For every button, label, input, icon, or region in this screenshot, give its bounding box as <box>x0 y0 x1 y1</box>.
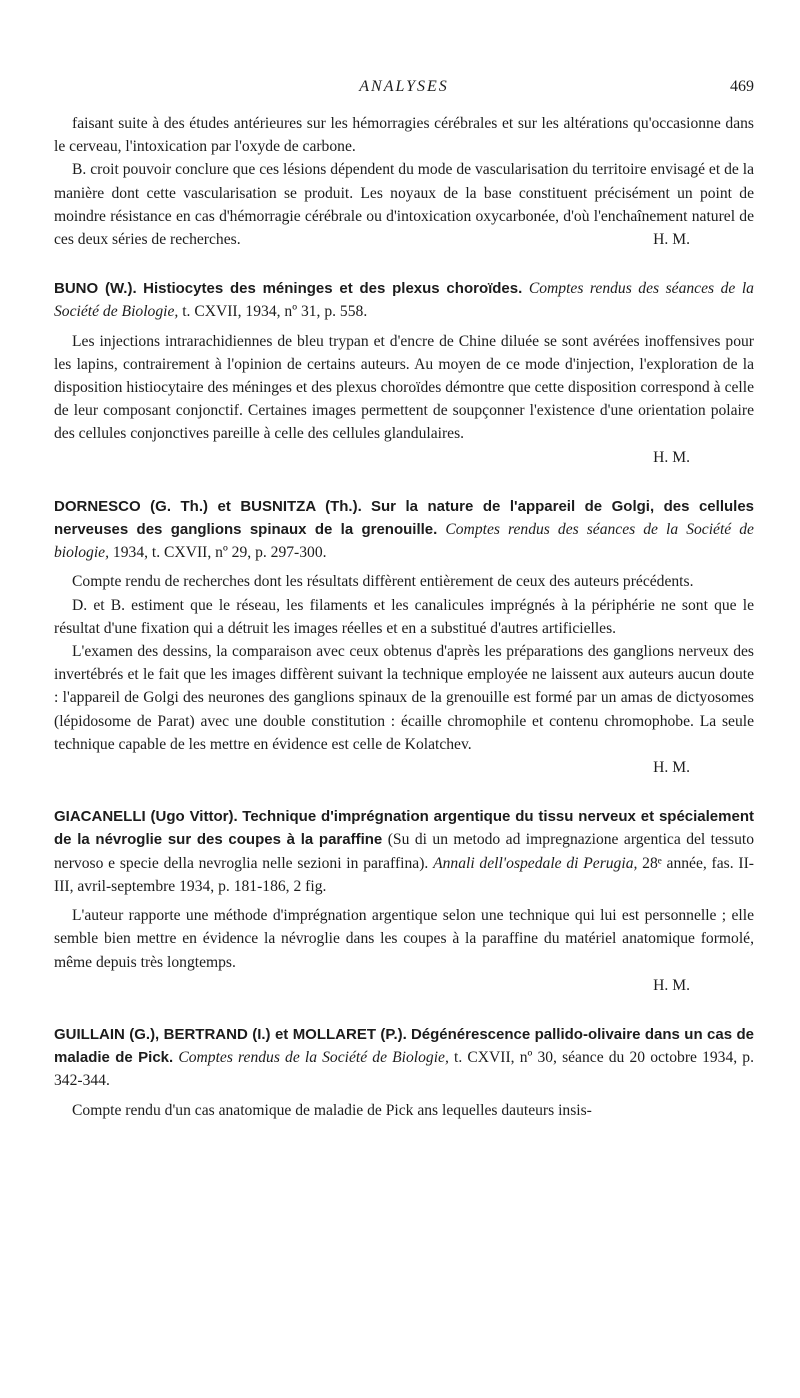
entry-ref-detail: 28ᵉ année, fas. II-III, avril-septembre 1934, p. 181-186, 2 fig. <box>54 854 754 895</box>
content <box>54 112 754 1122</box>
entry-heading <box>54 1023 754 1093</box>
entry-paragraph: Compte rendu de recherches dont les résultats diffèrent entièrement de ceux des auteurs précédents. <box>72 573 694 591</box>
running-title: ANALYSES <box>359 78 449 95</box>
signature: H. M. <box>653 976 690 994</box>
entry-source: Comptes rendus des séances de la Société de biologie, <box>54 521 754 562</box>
signature: H. M. <box>653 448 690 466</box>
abstract-entry <box>54 495 754 779</box>
page-number: 469 <box>730 78 754 95</box>
entry-paragraph: D. et B. estiment que le réseau, les filaments et les canalicules imprégnés à la périphérie ne sont que le résultat d'une fixation qui a détruit les images réelles et en a substitué d'autres artificielles. <box>54 596 754 637</box>
entry-source: Annali dell'ospedale di Perugia, <box>433 854 638 872</box>
entry-ref: t. CXVII, nº 30, séance du 20 octobre 1934, p. 342-344. <box>54 1049 754 1090</box>
entry-ref: (Su di un metodo ad impregnazione argentica del tessuto nervoso e specie della nevroglia nelle sezioni in paraffina). <box>54 831 755 872</box>
entry-title: Dégénérescence pallido-olivaire dans un cas de maladie de Pick. <box>54 1025 754 1067</box>
entry-title: Technique d'imprégnation argentique du tissu nerveux et spécialement de la névroglie sur des coupes à la paraffine <box>54 808 754 849</box>
entry-paragraph: L'examen des dessins, la comparaison avec ceux obtenus d'après les préparations des ganglions nerveux des invertébrés et le fait que les images diffèrent suivant la technique employée ne laissent aux auteurs aucun doute : l'appareil de Golgi des neurones des ganglions spinaux de la grenouille est formé par un amas de dictyosomes (lépidosome de Parat) avec une double constitution : écaille chromophile et contenu chromophobe. La seule technique capable de les mettre en évidence est celle de Kolatchev. <box>54 643 754 753</box>
running-head <box>54 78 754 102</box>
entry-paragraph: L'auteur rapporte une méthode d'imprégnation argentique selon une technique qui lui est personnelle ; elle semble bien mettre en évidence la névroglie dans les coupes à la paraffine du matériel anatomique formolé, même depuis très longtemps. <box>54 907 754 971</box>
entry-source: Comptes rendus des séances de la Société de Biologie, <box>54 280 754 321</box>
abstract-entry <box>54 805 754 997</box>
entry-authors: GIACANELLI (Ugo Vittor). <box>54 808 238 826</box>
intro-text: B. croit pouvoir conclure que ces lésions dépendent du mode de vascularisation du territoire envisagé et de la manière dont cette vascularisation se produit. Les noyaux de la base constituent précisément un point de moindre résistance en cas d'hémorragie cérébrale ou d'intoxication oxycarbonée, d'où l'enchaînement naturel de ces deux séries de recherches. <box>54 161 754 249</box>
entry-authors: BUNO (W.). <box>54 280 137 298</box>
intro-paragraph <box>54 158 754 251</box>
signature: H. M. <box>653 759 690 777</box>
entry-heading <box>54 495 754 565</box>
intro-paragraph: faisant suite à des études antérieures sur les hémorragies cérébrales et sur les altérations qu'occasionne dans le cerveau, l'intoxication par l'oxyde de carbone. <box>54 115 754 156</box>
entry-title: Histiocytes des méninges et des plexus choroïdes. <box>143 280 523 298</box>
entry-ref: t. CXVII, 1934, nº 31, p. 558. <box>182 303 368 321</box>
entry-paragraph: Compte rendu d'un cas anatomique de maladie de Pick ans lequelles dauteurs insis- <box>72 1101 592 1119</box>
entry-source: Comptes rendus de la Société de Biologie, <box>178 1049 449 1067</box>
entry-authors: GUILLAIN (G.), BERTRAND (I.) et MOLLARET (P.). <box>54 1025 407 1043</box>
entry-ref: 1934, t. CXVII, nº 29, p. 297-300. <box>112 544 327 562</box>
entry-heading <box>54 805 754 898</box>
entry-authors: DORNESCO (G. Th.) et BUSNITZA (Th.). <box>54 497 362 515</box>
entry-paragraph: Les injections intrarachidiennes de bleu trypan et d'encre de Chine diluée se sont avérées inoffensives pour les lapins, contrairement à l'opinion de certains auteurs. Au moyen de ce mode d'injection, l'exploration de la disposition histiocytaire des méninges et des plexus choroïdes démontre que cette disposition correspond à celle de leur composant conjonctif. Certaines images permettent de soupçonner l'existence d'une orientation polaire des cellules conjonctives pareille à celle des cellules glandulaires. <box>54 332 754 443</box>
entry-title: Sur la nature de l'appareil de Golgi, des cellules nerveuses des ganglions spinaux de la grenouille. <box>54 497 755 539</box>
abstract-entry <box>54 1023 754 1122</box>
entry-heading <box>54 277 754 323</box>
signature: H. M. <box>653 231 690 249</box>
abstract-entry <box>54 277 754 469</box>
